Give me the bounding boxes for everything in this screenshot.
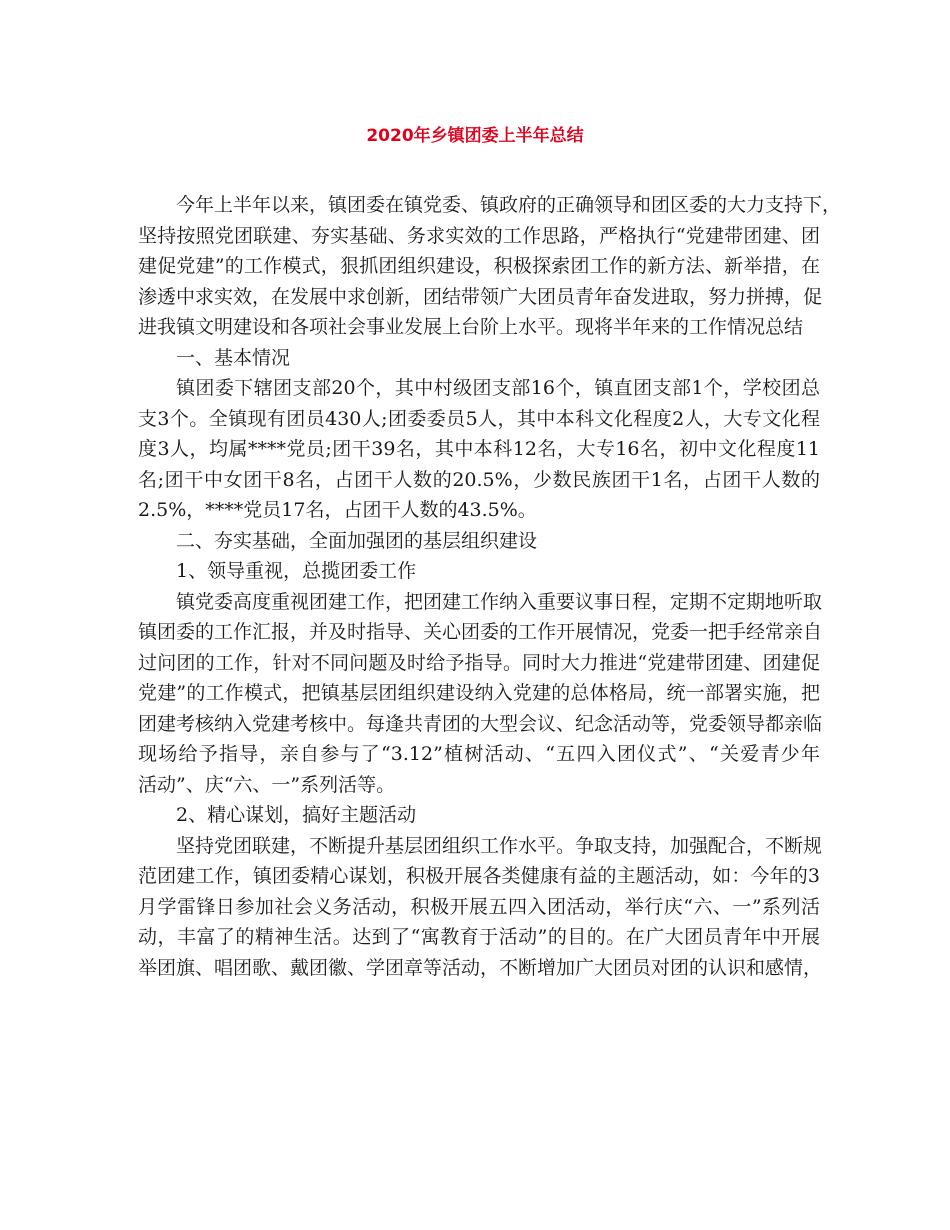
text-line: 2、精心谋划，搞好主题活动: [176, 804, 417, 826]
text-line: 现场给予指导，亲自参与了“3.12”植树活动、“五四入团仪式”、“关爱青少年: [138, 743, 820, 765]
text-line: 二、夯实基础，全面加强团的基层组织建设: [176, 529, 538, 552]
text-line: 镇团委下辖团支部20个，其中村级团支部16个，镇直团支部1个，学校团总: [176, 377, 820, 399]
text-line: 范团建工作，镇团委精心谋划，积极开展各类健康有益的主题活动，如：今年的3: [138, 865, 820, 887]
text-line: 2.5%，****党员17名，占团干人数的43.5%。: [138, 499, 537, 521]
text-line: 度3人，均属****党员;团干39名，其中本科12名，大专16名，初中文化程度11: [138, 438, 820, 460]
text-line: 坚持按照党团联建、夯实基础、务求实效的工作思路，严格执行“党建带团建、团: [138, 224, 820, 247]
text-line: 进我镇文明建设和各项社会事业发展上台阶上水平。现将半年来的工作情况总结: [138, 316, 804, 338]
text-line: 坚持党团联建，不断提升基层团组织工作水平。争取支持，加强配合，不断规: [176, 834, 823, 857]
text-line: 一、基本情况: [176, 346, 291, 369]
text-line: 建促党建”的工作模式，狠抓团组织建设，积极探索团工作的新方法、新举措，在: [138, 255, 820, 277]
text-line: 名;团干中女团干8名，占团干人数的20.5%，少数民族团干1名，占团干人数的: [138, 468, 820, 491]
text-line: 过问团的工作，针对不同问题及时给予指导。同时大力推进“党建带团建、团建促: [138, 651, 820, 674]
text-line: 支3个。全镇现有团员430人;团委委员5人，其中本科文化程度2人，大专文化程: [138, 407, 820, 430]
text-line: 渗透中求实效，在发展中求创新，团结带领广大团员青年奋发进取，努力拼搏，促: [138, 285, 823, 308]
text-line: 1、领导重视，总揽团委工作: [176, 560, 417, 582]
document-title: 2020年乡镇团委上半年总结: [366, 126, 584, 146]
text-line: 动，丰富了的精神生活。达到了“寓教育于活动”的目的。在广大团员青年中开展: [138, 926, 820, 948]
text-line: 镇党委高度重视团建工作，把团建工作纳入重要议事日程，定期不定期地听取: [176, 590, 823, 613]
text-line: 今年上半年以来，镇团委在镇党委、镇政府的正确领导和团区委的大力支持下，: [176, 194, 842, 216]
text-line: 月学雷锋日参加社会义务活动，积极开展五四入团活动，举行庆“六、一”系列活: [138, 895, 820, 918]
text-line: 镇团委的工作汇报，并及时指导、关心团委的工作开展情况，党委一把手经常亲自: [138, 621, 823, 643]
document-body: [138, 190, 842, 983]
text-line: 团建考核纳入党建考核中。每逢共青团的大型会议、纪念活动等，党委领导都亲临: [138, 712, 823, 735]
text-line: 举团旗、唱团歌、戴团徽、学团章等活动，不断增加广大团员对团的认识和感情，: [138, 956, 823, 979]
text-line: 党建”的工作模式，把镇基层团组织建设纳入党建的总体格局，统一部署实施，把: [138, 682, 820, 704]
text-line: 活动”、庆“六、一”系列活等。: [138, 773, 396, 796]
